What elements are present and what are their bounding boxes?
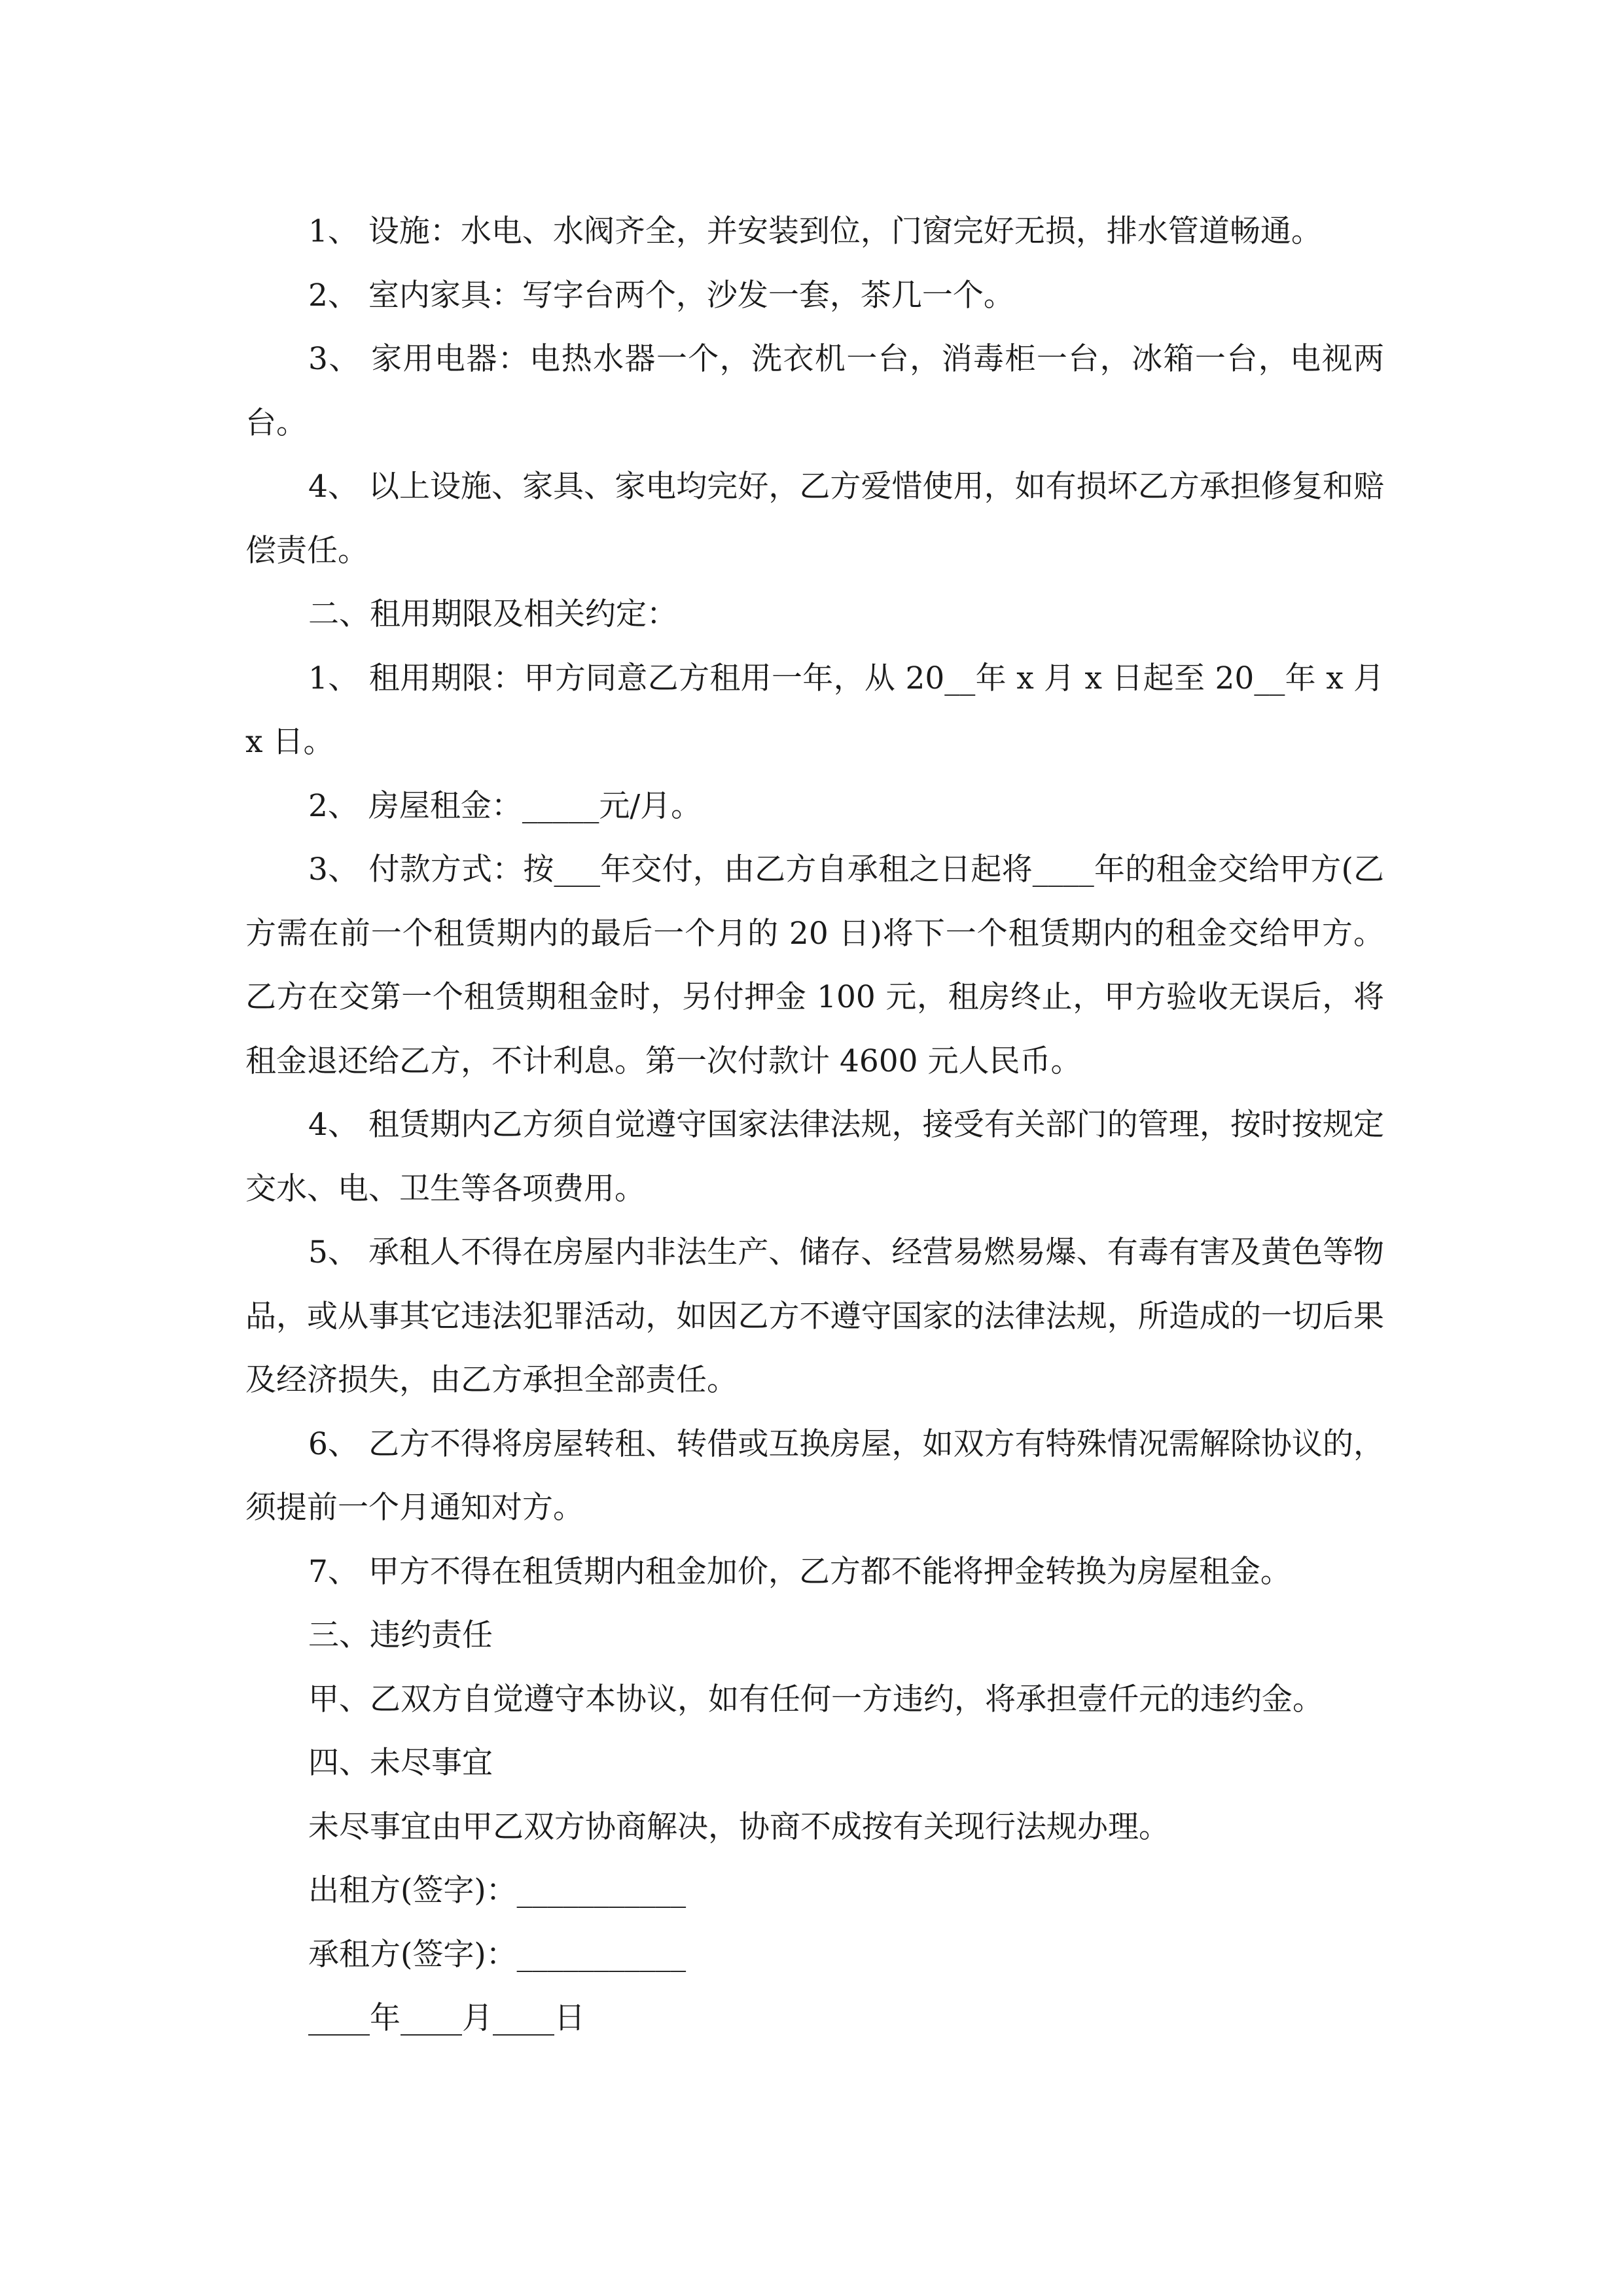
clause-appliances: 3、 家用电器：电热水器一个，洗衣机一台，消毒柜一台，冰箱一台，电视两台。 (245, 341, 1384, 441)
clause-rent: 2、 房屋租金：_____元/月。 (308, 787, 702, 824)
clause-compliance: 4、 租赁期内乙方须自觉遵守国家法律法规，接受有关部门的管理，按时按规定交水、电、卫生等各项费用。 (245, 1107, 1384, 1207)
clause-other: 未尽事宜由甲乙双方协商解决，协商不成按有关现行法规办理。 (308, 1808, 1169, 1845)
clause-lease-term: 1、 租用期限：甲方同意乙方租用一年，从 20__年 x 月 x 日起至 20__年 x 月 x 日。 (245, 660, 1384, 760)
clause-prohibited-items: 5、 承租人不得在房屋内非法生产、储存、经营易燃易爆、有毒有害及黄色等物品，或从事其它违法犯罪活动，如因乙方不遵守国家的法律法规，所造成的一切后果及经济损失，由乙方承担全部责任。 (245, 1234, 1384, 1398)
clause-condition: 4、 以上设施、家具、家电均完好，乙方爱惜使用，如有损坏乙方承担修复和赔偿责任。 (245, 469, 1384, 569)
clause-breach: 甲、乙双方自觉遵守本协议，如有任何一方违约，将承担壹仟元的违约金。 (308, 1681, 1323, 1717)
clause-furniture: 2、 室内家具：写字台两个，沙发一套，茶几一个。 (308, 277, 1014, 314)
section-heading-breach: 三、违约责任 (308, 1617, 493, 1653)
contract-body (245, 200, 1384, 2051)
lessor-signature-line: 出租方(签字)：___________ (308, 1873, 687, 1909)
date-line: ____年____月____日 (308, 2000, 585, 2036)
section-heading-other: 四、未尽事宜 (308, 1745, 493, 1781)
lessee-signature-line: 承租方(签字)：___________ (308, 1936, 687, 1973)
clause-facilities: 1、 设施：水电、水阀齐全，并安装到位，门窗完好无损，排水管道畅通。 (308, 213, 1322, 249)
clause-payment: 3、 付款方式：按___年交付，由乙方自承租之日起将____年的租金交给甲方(乙方需在前一个租赁期内的最后一个月的 20 日)将下一个租赁期内的租金交给甲方。乙方在交第一个租赁期租金时，另付押金 100 元，租房终止，甲方验收无误后，将租金退还给乙方，不计利息。第一次付款计 4600 元人民币。 (245, 852, 1384, 1079)
clause-sublet: 6、 乙方不得将房屋转租、转借或互换房屋，如双方有特殊情况需解除协议的，须提前一个月通知对方。 (245, 1426, 1384, 1526)
clause-rent-increase: 7、 甲方不得在租赁期内租金加价，乙方都不能将押金转换为房屋租金。 (308, 1553, 1291, 1590)
section-heading-term: 二、租用期限及相关约定： (308, 596, 677, 632)
